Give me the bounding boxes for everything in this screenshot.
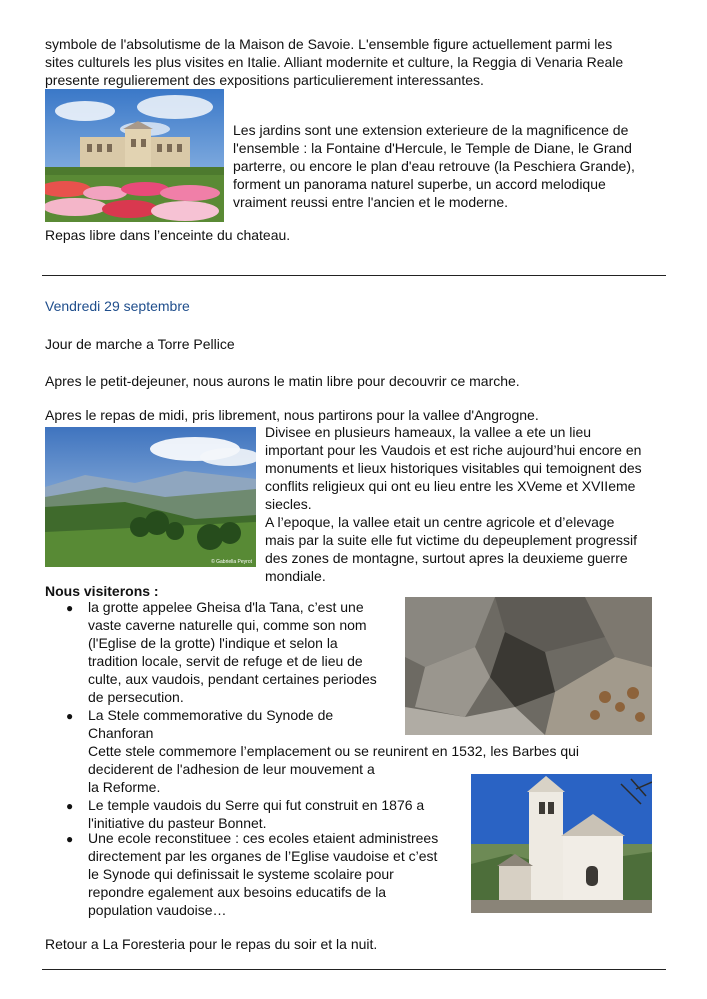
day-date: Vendredi 29 septembre: [45, 298, 190, 314]
gardens-line-4: forment un panorama naturel superbe, un accord melodique: [233, 176, 606, 192]
stele-line-2: deciderent de l'adhesion de leur mouvement a: [88, 761, 375, 777]
afternoon-line: Apres le repas de midi, pris librement, nous partirons pour la vallee d'Angrogne.: [45, 407, 539, 423]
stele-line-1: Cette stele commemore l’emplacement ou se reunirent en 1532, les Barbes qui: [88, 743, 580, 759]
item4-line-1: Une ecole reconstituee : ces ecoles etaient administrees: [88, 830, 439, 846]
market-line: Jour de marche a Torre Pellice: [45, 336, 235, 352]
valley-line-6: A l’epoque, la vallee etait un centre agricole et d’elevage: [265, 514, 615, 530]
item3-line-1: Le temple vaudois du Serre qui fut construit en 1876 a: [88, 797, 425, 813]
item1-line-2: vaste caverne naturelle qui, comme son nom: [88, 617, 367, 633]
valley-line-1: Divisee en plusieurs hameaux, la vallee a ete un lieu: [265, 424, 592, 440]
section-divider-bottom: [42, 969, 666, 970]
valley-line-7: mais par la suite elle fut victime du depeuplement progressif: [265, 532, 637, 548]
valley-line-3: monuments et lieux historiques visitables qui temoignent des: [265, 460, 642, 476]
item2-line-1: La Stele commemorative du Synode de: [88, 707, 334, 723]
gardens-line-2: l'ensemble : la Fontaine d'Hercule, le Temple de Diane, le Grand: [233, 140, 632, 156]
item1-line-6: de persecution.: [88, 689, 184, 705]
bullet-icon: ●: [66, 832, 74, 846]
item1-line-1: la grotte appelee Gheisa d'la Tana, c’est une: [88, 599, 364, 615]
valley-line-5: siecles.: [265, 496, 312, 512]
item2-line-2: Chanforan: [88, 725, 154, 741]
meal-note: Repas libre dans l’enceinte du chateau.: [45, 227, 291, 243]
valley-line-2: important pour les Vaudois et est riche aujourd’hui encore en: [265, 442, 642, 458]
intro-line-1: symbole de l'absolutisme de la Maison de Savoie. L'ensemble figure actuellement parmi les: [45, 36, 613, 52]
bullet-icon: ●: [66, 709, 74, 723]
venaria-palace-photo: [45, 89, 224, 222]
gardens-line-1: Les jardins sont une extension exterieure de la magnificence de: [233, 122, 629, 138]
stele-line-3: la Reforme.: [88, 779, 161, 795]
visit-heading: Nous visiterons :: [45, 583, 159, 599]
intro-line-2: sites culturels les plus visites en Italie. Alliant modernite et culture, la Reggia di Venaria Reale: [45, 54, 624, 70]
item1-line-3: (l'Eglise de la grotte) l'indique et selon la: [88, 635, 338, 651]
item1-line-5: culte, aux vaudois, pendant certaines periodes: [88, 671, 377, 687]
serre-temple-photo: [471, 774, 652, 913]
angrogne-valley-photo: [45, 427, 256, 567]
bullet-icon: ●: [66, 799, 74, 813]
valley-line-4: conflits religieux qui ont eu lieu entre les XVeme et XVIIeme: [265, 478, 636, 494]
return-line: Retour a La Foresteria pour le repas du soir et la nuit.: [45, 936, 378, 952]
bullet-icon: ●: [66, 601, 74, 615]
item4-line-2: directement par les organes de l’Eglise vaudoise et c’est: [88, 848, 438, 864]
item4-line-5: population vaudoise…: [88, 902, 227, 918]
item3-line-2: l'initiative du pasteur Bonnet.: [88, 815, 267, 831]
gardens-line-5: vraiment reussi entre l'ancien et le moderne.: [233, 194, 509, 210]
breakfast-line: Apres le petit-dejeuner, nous aurons le matin libre pour decouvrir ce marche.: [45, 373, 520, 389]
valley-line-9: mondiale.: [265, 568, 326, 584]
section-divider-top: [42, 275, 666, 276]
intro-line-3: presente regulierement des expositions particulierement interessantes.: [45, 72, 484, 88]
photo-credit: © Gabriella Peyrot: [211, 559, 252, 565]
valley-line-8: des zones de montagne, surtout apres la deuxieme guerre: [265, 550, 628, 566]
gardens-line-3: parterre, ou encore le plan d'eau retrouve (la Peschiera Grande),: [233, 158, 635, 174]
item4-line-4: repondre egalement aux besoins educatifs de la: [88, 884, 387, 900]
item1-line-4: tradition locale, servit de refuge et de lieu de: [88, 653, 363, 669]
item4-line-3: le Synode qui definissait le systeme scolaire pour: [88, 866, 394, 882]
